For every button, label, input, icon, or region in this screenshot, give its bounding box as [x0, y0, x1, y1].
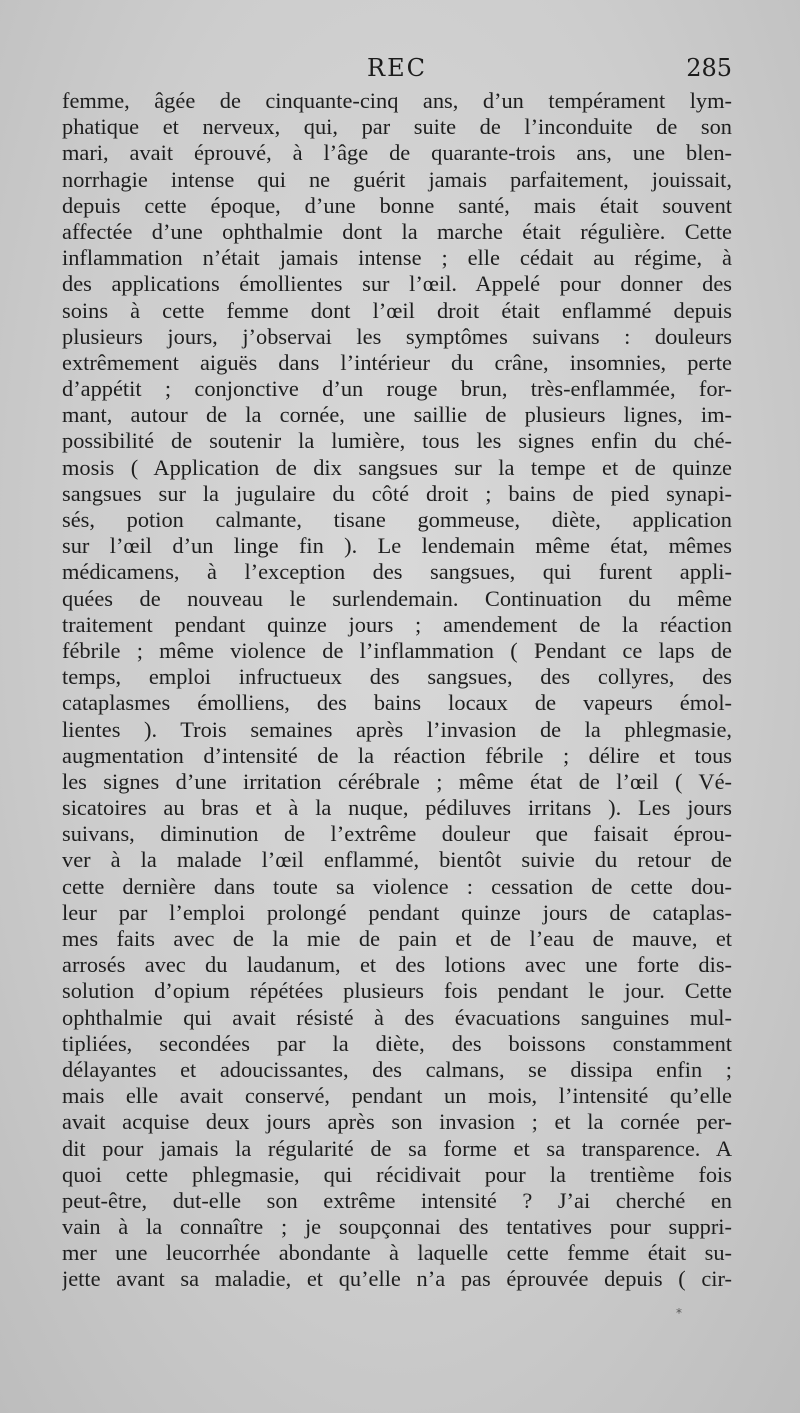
- page-number: 285: [686, 54, 732, 82]
- text-line: sangsues sur la jugulaire du côté droit ; bains de pied synapi-: [62, 480, 732, 506]
- body-text: [62, 88, 732, 1293]
- text-line: jette avant sa maladie, et qu’elle n’a pas éprouvée depuis ( cir-: [62, 1266, 732, 1292]
- text-line: sicatoires au bras et à la nuque, pédiluves irritans ). Les jours: [62, 795, 732, 821]
- text-line: norrhagie intense qui ne guérit jamais parfaitement, jouissait,: [62, 166, 732, 192]
- text-line: cataplasmes émolliens, des bains locaux de vapeurs émol-: [62, 690, 732, 716]
- text-line: arrosés avec du laudanum, et des lotions avec une forte dis-: [62, 952, 732, 978]
- text-line: mosis ( Application de dix sangsues sur la tempe et de quinze: [62, 454, 732, 480]
- text-line: affectée d’une ophthalmie dont la marche était régulière. Cette: [62, 218, 732, 244]
- text-line: depuis cette époque, d’une bonne santé, mais était souvent: [62, 192, 732, 218]
- text-line: sur l’œil d’un linge fin ). Le lendemain même état, mêmes: [62, 533, 732, 559]
- text-line: ophthalmie qui avait résisté à des évacuations sanguines mul-: [62, 1004, 732, 1030]
- running-head: REC: [367, 54, 427, 82]
- text-line: médicamens, à l’exception des sangsues, qui furent appli-: [62, 559, 732, 585]
- text-line: mais elle avait conservé, pendant un mois, l’intensité qu’elle: [62, 1083, 732, 1109]
- text-line: sés, potion calmante, tisane gommeuse, diète, application: [62, 507, 732, 532]
- text-line: inflammation n’était jamais intense ; elle cédait au régime, à: [62, 245, 732, 271]
- text-line: soins à cette femme dont l’œil droit était enflammé depuis: [62, 297, 732, 323]
- text-line: solution d’opium répétées plusieurs fois pendant le jour. Cette: [62, 978, 732, 1004]
- text-line: phatique et nerveux, qui, par suite de l’inconduite de son: [62, 114, 732, 140]
- text-line: temps, emploi infructueux des sangsues, des collyres, des: [62, 664, 732, 690]
- text-line: peut-être, dut-elle son extrême intensité ? J’ai cherché en: [62, 1187, 732, 1213]
- text-line: plusieurs jours, j’observai les symptômes suivans : douleurs: [62, 323, 732, 349]
- text-line: avait acquise deux jours après son invasion ; et la cornée per-: [62, 1109, 732, 1135]
- text-line: fébrile ; même violence de l’inflammation ( Pendant ce laps de: [62, 637, 732, 663]
- footer-mark: *: [676, 1306, 682, 1320]
- text-line: possibilité de soutenir la lumière, tous les signes enfin du ché-: [62, 428, 732, 454]
- text-line: tipliées, secondées par la diète, des boissons constamment: [62, 1030, 732, 1056]
- text-line: les signes d’une irritation cérébrale ; même état de l’œil ( Vé-: [62, 768, 732, 794]
- text-line: extrêmement aiguës dans l’intérieur du crâne, insomnies, perte: [62, 349, 732, 375]
- text-line: suivans, diminution de l’extrême douleur que faisait éprou-: [62, 821, 732, 847]
- text-line: dit pour jamais la régularité de sa forme et sa transparence. A: [62, 1135, 732, 1161]
- text-line: cette dernière dans toute sa violence : cessation de cette dou-: [62, 873, 732, 899]
- text-line: vain à la connaître ; je soupçonnai des tentatives pour suppri-: [62, 1214, 732, 1240]
- text-line: mes faits avec de la mie de pain et de l’eau de mauve, et: [62, 926, 732, 951]
- text-line: mant, autour de la cornée, une saillie de plusieurs lignes, im-: [62, 402, 732, 428]
- text-line: des applications émollientes sur l’œil. Appelé pour donner des: [62, 271, 732, 297]
- text-line: mari, avait éprouvé, à l’âge de quarante-trois ans, une blen-: [62, 140, 732, 166]
- text-line: délayantes et adoucissantes, des calmans, se dissipa enfin ;: [62, 1056, 732, 1082]
- text-line: augmentation d’intensité de la réaction fébrile ; délire et tous: [62, 742, 732, 768]
- text-line: d’appétit ; conjonctive d’un rouge brun, très-enflammée, for-: [62, 376, 732, 402]
- text-line: lientes ). Trois semaines après l’invasion de la phlegmasie,: [62, 716, 732, 742]
- page-header: [62, 54, 732, 86]
- text-line: femme, âgée de cinquante-cinq ans, d’un tempérament lym-: [62, 88, 732, 113]
- text-line: quées de nouveau le surlendemain. Continuation du même: [62, 585, 732, 611]
- text-line: ver à la malade l’œil enflammé, bientôt suivie du retour de: [62, 847, 732, 873]
- text-line: quoi cette phlegmasie, qui récidivait pour la trentième fois: [62, 1161, 732, 1187]
- text-line: mer une leucorrhée abondante à laquelle cette femme était su-: [62, 1240, 732, 1266]
- text-line: traitement pendant quinze jours ; amendement de la réaction: [62, 611, 732, 637]
- text-line: leur par l’emploi prolongé pendant quinze jours de cataplas-: [62, 899, 732, 925]
